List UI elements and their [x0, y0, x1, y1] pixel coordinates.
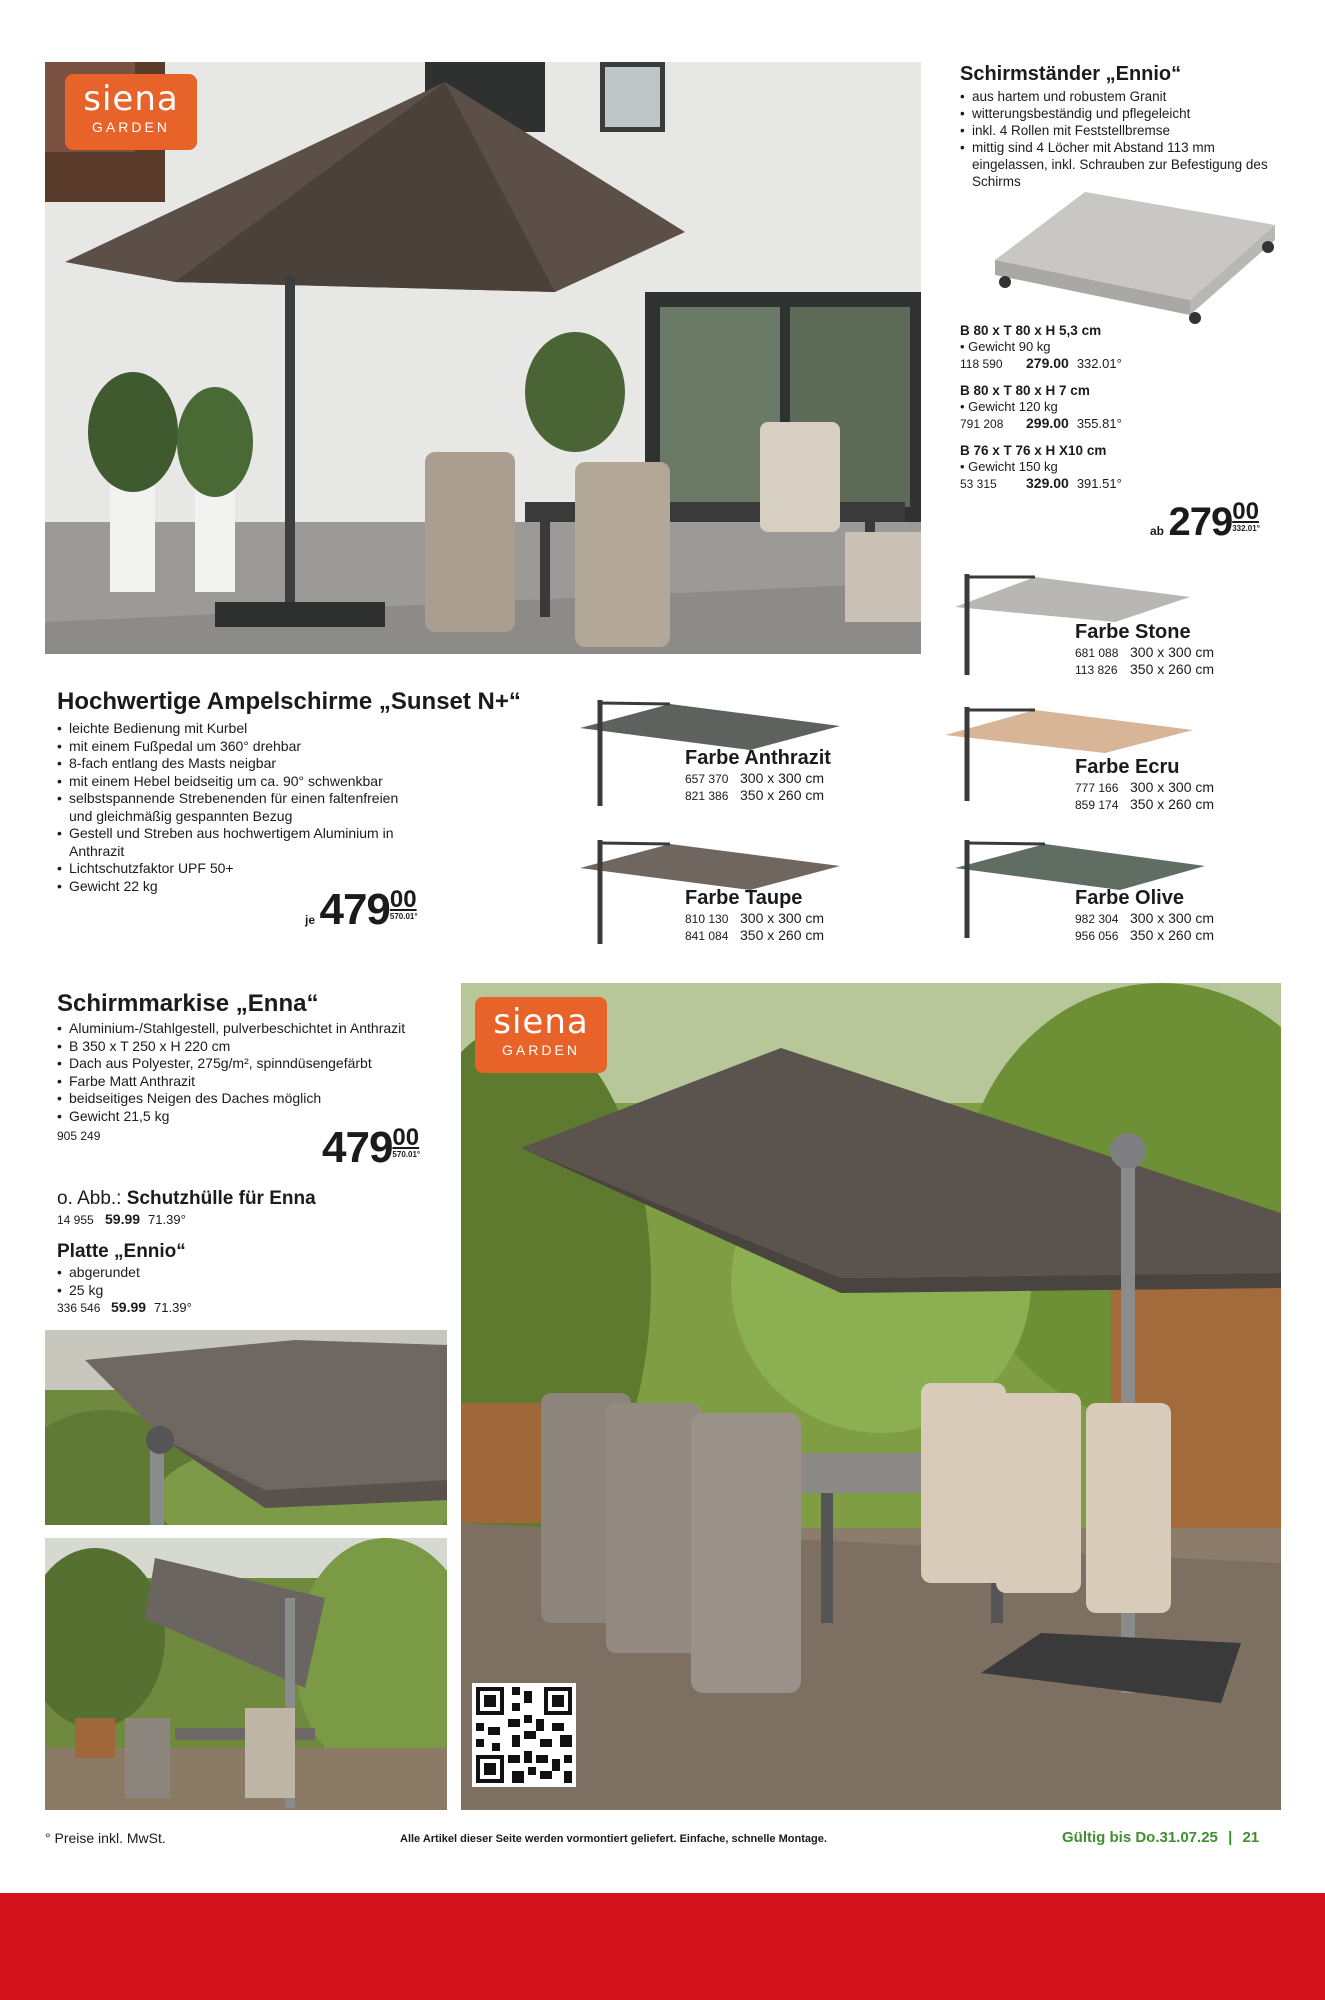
sunset-section: [57, 688, 577, 895]
color-name: Farbe Olive: [1075, 887, 1184, 909]
stand-variant: [960, 383, 1160, 433]
stand-bullet: • mittig sind 4 Löcher mit Abstand 113 mm eingelassen, inkl. Schrauben zur Befestigung des Schirms: [960, 139, 1290, 190]
color-name: Farbe Ecru: [1075, 756, 1180, 778]
cover-prefix: o. Abb.:: [57, 1188, 122, 1209]
price: 59.99: [105, 1211, 141, 1227]
stand-variant: [960, 323, 1160, 373]
plate-bullets: [57, 1264, 457, 1299]
plate-bullet: • 25 kg: [57, 1282, 457, 1300]
sunset-bullet: • leichte Bedienung mit Kurbel: [57, 720, 402, 738]
page-number: 21: [1242, 1829, 1260, 1846]
stand-variant-dims: B 80 x T 80 x H 7 cm: [960, 383, 1090, 398]
price-main: 279: [1168, 500, 1233, 544]
validity-info: [1062, 1829, 1259, 1846]
article-number: 777 166: [1075, 781, 1119, 795]
article-number: 841 084: [685, 929, 729, 943]
price-uvp: 570.01°: [389, 912, 418, 921]
cover-section: [57, 1187, 457, 1229]
sunset-bullet: • selbstspannende Strebenenden für einen faltenfreien und gleichmäßig gespannten Bezug: [57, 790, 402, 825]
dimension: 300 x 300 cm: [1130, 910, 1215, 926]
dimension: 350 x 260 cm: [740, 787, 825, 803]
enna-bullet: • Gewicht 21,5 kg: [57, 1108, 457, 1126]
article-number: 657 370: [685, 772, 729, 786]
article-number: 982 304: [1075, 912, 1119, 926]
article-number: 810 130: [685, 912, 729, 926]
uvp: 71.39°: [148, 1212, 186, 1227]
stand-price: [1150, 500, 1260, 544]
color-variant-taupe: [580, 838, 850, 948]
price: 299.00: [1026, 415, 1069, 431]
assembly-note: Alle Artikel dieser Seite werden vormontiert geliefert. Einfache, schnelle Montage.: [400, 1833, 827, 1845]
uvp: 332.01°: [1076, 356, 1122, 371]
uvp: 355.81°: [1076, 416, 1122, 431]
hero-photo-sunset: [45, 62, 921, 654]
article-number: 53 315: [960, 477, 997, 491]
article-number: 336 546: [57, 1301, 101, 1315]
dimension: 350 x 260 cm: [1130, 796, 1215, 812]
enna-section: [57, 990, 457, 1144]
stand-variant-weight: • Gewicht 150 kg: [960, 459, 1058, 474]
stand-variant-weight: • Gewicht 90 kg: [960, 339, 1051, 354]
sunset-bullet: • Lichtschutzfaktor UPF 50+: [57, 860, 402, 878]
stand-bullet: • inkl. 4 Rollen mit Feststellbremse: [960, 122, 1290, 139]
price: 59.99: [111, 1299, 147, 1315]
plate-bullet: • abgerundet: [57, 1264, 457, 1282]
article-number: 14 955: [57, 1213, 94, 1227]
stand-bullet: • aus hartem und robustem Granit: [960, 88, 1290, 105]
stand-variants: [960, 323, 1160, 493]
separator: |: [1228, 1829, 1233, 1846]
article-number: 791 208: [960, 417, 1004, 431]
enna-bullet: • Farbe Matt Anthrazit: [57, 1073, 457, 1091]
sunset-bullets: [57, 720, 402, 895]
color-name: Farbe Anthrazit: [685, 747, 831, 769]
sunset-bullet: • Gestell und Streben aus hochwertigem Aluminium in Anthrazit: [57, 825, 402, 860]
sunset-bullet: • mit einem Fußpedal um 360° drehbar: [57, 738, 402, 756]
article-number: 113 826: [1075, 663, 1118, 677]
stand-title: Schirmständer „Ennio“: [960, 63, 1182, 85]
dimension: 300 x 300 cm: [740, 910, 825, 926]
sunset-title: Hochwertige Ampelschirme „Sunset N+“: [57, 688, 521, 715]
stand-variant-weight: • Gewicht 120 kg: [960, 399, 1058, 414]
enna-hero-photo: [461, 983, 1281, 1810]
sunset-bullet: • Gewicht 22 kg: [57, 878, 402, 896]
qr-code[interactable]: [472, 1683, 576, 1787]
vat-note: ° Preise inkl. MwSt.: [45, 1830, 166, 1846]
price-cents: 00: [1232, 498, 1259, 525]
enna-bullets: [57, 1020, 457, 1125]
color-name: Farbe Taupe: [685, 887, 803, 909]
article-number: 821 386: [685, 789, 729, 803]
sunset-bullet: • 8-fach entlang des Masts neigbar: [57, 755, 402, 773]
stand-bullets: [960, 88, 1290, 190]
price: 279.00: [1026, 355, 1069, 371]
enna-title: Schirmmarkise „Enna“: [57, 990, 319, 1017]
enna-garden-photo: [45, 1538, 447, 1810]
sunset-price: [305, 885, 418, 934]
enna-bullet: • beidseitiges Neigen des Daches möglich: [57, 1090, 457, 1108]
article-number: 681 088: [1075, 646, 1119, 660]
article-number: 118 590: [960, 357, 1003, 371]
price-uvp: 332.01°: [1232, 524, 1260, 533]
stand-variant-dims: B 76 x T 76 x H X10 cm: [960, 443, 1107, 458]
article-number: 859 174: [1075, 798, 1119, 812]
plate-title: Platte „Ennio“: [57, 1241, 186, 1262]
article-number: 956 056: [1075, 929, 1119, 943]
plate-section: [57, 1240, 457, 1317]
price-main: 479: [322, 1123, 393, 1172]
color-variant-ecru: [945, 705, 1225, 815]
siena-garden-logo: siena GARDEN: [65, 74, 197, 150]
footer-red-bar: [0, 1893, 1325, 2000]
stand-bullet: • witterungsbeständig und pflegeleicht: [960, 105, 1290, 122]
valid-until: Gültig bis Do.31.07.25: [1062, 1829, 1218, 1846]
dimension: 350 x 260 cm: [1130, 661, 1215, 677]
enna-price: [322, 1123, 421, 1172]
dimension: 350 x 260 cm: [740, 927, 825, 943]
enna-bullet: • Dach aus Polyester, 275g/m², spinndüsengefärbt: [57, 1055, 457, 1073]
article-number: 905 249: [57, 1129, 101, 1143]
price-prefix: je: [305, 913, 316, 927]
price: 329.00: [1026, 475, 1069, 491]
uvp: 391.51°: [1076, 476, 1122, 491]
enna-bullet: • Aluminium-/Stahlgestell, pulverbeschichtet in Anthrazit: [57, 1020, 457, 1038]
dimension: 300 x 300 cm: [1130, 644, 1215, 660]
price-cents: 00: [389, 886, 417, 913]
dimension: 350 x 260 cm: [1130, 927, 1215, 943]
dimension: 300 x 300 cm: [1130, 779, 1215, 795]
enna-detail-photo: [45, 1330, 447, 1525]
price-prefix: ab: [1150, 524, 1165, 538]
enna-bullet: • B 350 x T 250 x H 220 cm: [57, 1038, 457, 1056]
stand-product-image: [990, 190, 1280, 325]
color-variant-stone: [955, 572, 1225, 677]
siena-garden-logo: siena GARDEN: [475, 997, 607, 1073]
color-variant-olive: [955, 838, 1225, 948]
dimension: 300 x 300 cm: [740, 770, 825, 786]
color-name: Farbe Stone: [1075, 621, 1191, 643]
price-uvp: 570.01°: [392, 1150, 421, 1159]
price-main: 479: [319, 885, 390, 934]
stand-section: [960, 62, 1290, 190]
uvp: 71.39°: [154, 1300, 192, 1315]
cover-title: Schutzhülle für Enna: [126, 1188, 316, 1209]
price-cents: 00: [392, 1124, 420, 1151]
stand-variant: [960, 443, 1160, 493]
sunset-bullet: • mit einem Hebel beidseitig um ca. 90° schwenkbar: [57, 773, 402, 791]
stand-variant-dims: B 80 x T 80 x H 5,3 cm: [960, 323, 1102, 338]
color-variant-anthrazit: [580, 698, 850, 808]
